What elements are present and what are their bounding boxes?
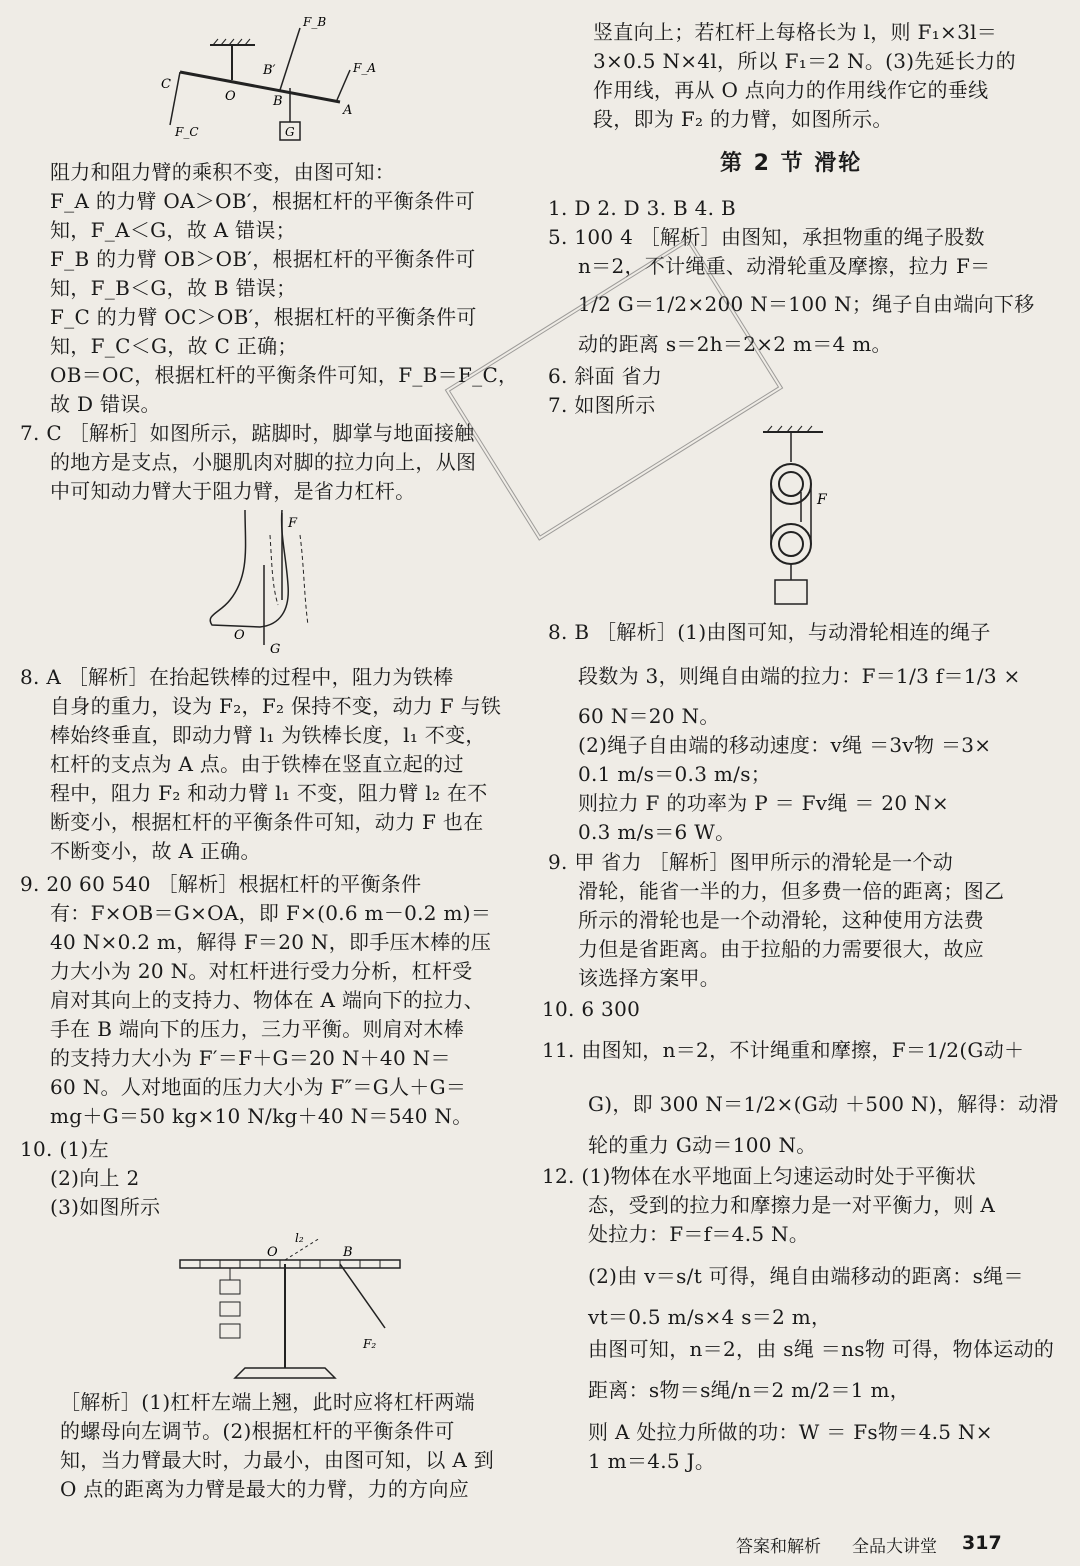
- label-B: B: [273, 94, 283, 109]
- footer-left: 答案和解析: [736, 1537, 821, 1557]
- label-O: O: [225, 89, 236, 104]
- answer-5: 5. 100 4 ［解析］由图知，承担物重的绳子股数: [548, 225, 985, 249]
- answer-8: 8. B ［解析］(1)由图可知，与动滑轮相连的绳子: [548, 620, 991, 644]
- text-line: 段，即为 F₂ 的力臂，如图所示。: [593, 107, 893, 131]
- label-G: G: [270, 642, 281, 655]
- text-line: 杠杆的支点为 A 点。由于铁棒在竖直立起的过: [50, 752, 464, 776]
- label-F: F: [288, 516, 298, 531]
- answer-8: 8. A ［解析］在抬起铁棒的过程中，阻力为铁棒: [20, 665, 454, 689]
- page-number: 317: [962, 1532, 1002, 1554]
- text-line: 滑轮，能省一半的力，但多费一倍的距离；图乙: [578, 879, 1005, 903]
- text-line: 40 N×0.2 m，解得 F＝20 N，即手压木棒的压: [50, 930, 492, 954]
- lever-balance-diagram: [175, 1228, 415, 1383]
- label-l2: l₂: [295, 1231, 304, 1245]
- text-line: 程中，阻力 F₂ 和动力臂 l₁ 不变，阻力臂 l₂ 在不: [50, 781, 488, 805]
- text-line: (2)向上 2: [50, 1166, 140, 1190]
- text-line: 0.1 m/s＝0.3 m/s；: [578, 762, 772, 786]
- text-line: (2)绳子自由端的移动速度：v绳 ＝3v物 ＝3×: [578, 733, 992, 757]
- text-line: 有：F×OB＝G×OA，即 F×(0.6 m－0.2 m)＝: [50, 901, 492, 925]
- text-line: 肩对其向上的支持力、物体在 A 端向下的拉力、: [50, 988, 485, 1012]
- text-line: ［解析］(1)杠杆左端上翘，此时应将杠杆两端: [60, 1390, 475, 1414]
- section-title: 第 2 节 滑轮: [720, 151, 863, 176]
- text-line: 0.3 m/s＝6 W。: [578, 820, 736, 844]
- text-line: 力但是省距离。由于拉船的力需要很大，故应: [578, 937, 984, 961]
- text-line: mg＋G＝50 kg×10 N/kg＋40 N＝540 N。: [50, 1104, 473, 1128]
- text-line: 则 A 处拉力所做的功：W ＝ Fs物＝4.5 N×: [588, 1420, 993, 1444]
- text-line: 断变小，根据杠杆的平衡条件可知，动力 F 也在: [50, 810, 484, 834]
- text-line: (2)由 v＝s/t 可得，绳自由端移动的距离：s绳＝: [588, 1264, 1024, 1288]
- text-line: 该选择方案甲。: [578, 966, 721, 990]
- text-line: vt＝0.5 m/s×4 s＝2 m，: [588, 1305, 832, 1329]
- text-line: 的地方是支点，小腿肌肉对脚的拉力向上，从图: [50, 450, 477, 474]
- answer-11: 11. 由图知，n＝2，不计绳重和摩擦，F＝1/2(G动＋: [542, 1038, 1025, 1062]
- answers-1-4: 1. D 2. D 3. B 4. B: [548, 196, 736, 220]
- text-line: 知，F_C＜G，故 C 正确；: [50, 334, 298, 358]
- text-line: 则拉力 F 的功率为 P ＝ Fv绳 ＝ 20 N×: [578, 791, 949, 815]
- stamp: [445, 237, 784, 541]
- text-line: 的螺母向左调节。(2)根据杠杆的平衡条件可: [60, 1419, 455, 1443]
- text-line: 故 D 错误。: [50, 392, 161, 416]
- text-line: n＝2，不计绳重、动滑轮重及摩擦，拉力 F＝: [578, 254, 991, 278]
- text-line: O 点的距离为力臂是最大的力臂，力的方向应: [60, 1477, 470, 1501]
- text-line: 处拉力：F＝f＝4.5 N。: [588, 1222, 810, 1246]
- text-line: 轮的重力 G动＝100 N。: [588, 1133, 817, 1157]
- answer-7: 7. C ［解析］如图所示，踮脚时，脚掌与地面接触: [20, 421, 475, 445]
- foot-diagram: [200, 505, 340, 655]
- text-line: 不断变小，故 A 正确。: [50, 839, 261, 863]
- text-line: 态，受到的拉力和摩擦力是一对平衡力，则 A: [588, 1193, 996, 1217]
- text-line: 知，当力臂最大时，力最小，由图可知，以 A 到: [60, 1448, 495, 1472]
- text-line: F_A 的力臂 OA＞OB′，根据杠杆的平衡条件可: [50, 189, 476, 213]
- label-C: C: [161, 77, 171, 92]
- text-line: 棒始终垂直，即动力臂 l₁ 为铁棒长度，l₁ 不变，: [50, 723, 486, 747]
- answer-12: 12. (1)物体在水平地面上匀速运动时处于平衡状: [542, 1164, 976, 1188]
- text-line: 段数为 3，则绳自由端的拉力：F＝1/3 f＝1/3 ×: [578, 664, 1021, 688]
- text-line: 作用线，再从 O 点向力的作用线作它的垂线: [593, 78, 989, 102]
- text-line: G)，即 300 N＝1/2×(G动 ＋500 N)，解得：动滑: [588, 1092, 1059, 1116]
- text-line: 60 N＝20 N。: [578, 704, 720, 728]
- text-line: 竖直向上；若杠杆上每格长为 l，则 F₁×3l＝: [593, 20, 998, 44]
- answer-10: 10. 6 300: [542, 997, 641, 1021]
- text-line: F_C 的力臂 OC＞OB′，根据杠杆的平衡条件可: [50, 305, 477, 329]
- label-B-prime: B′: [263, 63, 276, 78]
- text-line: 60 N。人对地面的压力大小为 F″＝G人＋G＝: [50, 1075, 467, 1099]
- text-line: 知，F_A＜G，故 A 错误；: [50, 218, 296, 242]
- text-line: 知，F_B＜G，故 B 错误；: [50, 276, 297, 300]
- text-line: 手在 B 端向下的压力，三力平衡。则肩对木棒: [50, 1017, 465, 1041]
- answer-9: 9. 甲 省力 ［解析］图甲所示的滑轮是一个动: [548, 850, 954, 874]
- label-FA: F_A: [353, 61, 376, 75]
- label-FB: F_B: [303, 15, 327, 29]
- text-line: F_B 的力臂 OB＞OB′，根据杠杆的平衡条件可: [50, 247, 476, 271]
- text-line: 由图可知，n＝2，由 s绳 ＝ns物 可得，物体运动的: [588, 1337, 1055, 1361]
- pulley-diagram: [753, 422, 843, 612]
- answer-9: 9. 20 60 540 ［解析］根据杠杆的平衡条件: [20, 872, 422, 896]
- answer-6: 6. 斜面 省力: [548, 364, 663, 388]
- label-O: O: [234, 628, 245, 643]
- label-F: F: [817, 492, 827, 508]
- text-line: 的支持力大小为 F′＝F＋G＝20 N＋40 N＝: [50, 1046, 451, 1070]
- text-line: 所示的滑轮也是一个动滑轮，这种使用方法费: [578, 908, 984, 932]
- text-line: 1 m＝4.5 J。: [588, 1449, 716, 1473]
- text-line: 距离：s物＝s绳/n＝2 m/2＝1 m，: [588, 1378, 911, 1402]
- label-F2: F₂: [363, 1337, 377, 1351]
- text-line: 中可知动力臂大于阻力臂，是省力杠杆。: [50, 479, 416, 503]
- answer-10: 10. (1)左: [20, 1137, 109, 1161]
- text-line: 3×0.5 N×4l，所以 F₁＝2 N。(3)先延长力的: [593, 49, 1016, 73]
- label-A: A: [343, 103, 353, 118]
- text-line: 阻力和阻力臂的乘积不变，由图可知：: [50, 160, 396, 184]
- lever-diagram: [155, 10, 385, 145]
- text-line: 1/2 G＝1/2×200 N＝100 N；绳子自由端向下移: [578, 292, 1035, 316]
- label-B: B: [343, 1245, 353, 1260]
- text-line: 力大小为 20 N。对杠杆进行受力分析，杠杆受: [50, 959, 473, 983]
- text-line: 动的距离 s＝2h＝2×2 m＝4 m。: [578, 332, 892, 356]
- answer-7: 7. 如图所示: [548, 393, 656, 417]
- label-O: O: [267, 1245, 278, 1260]
- text-line: (3)如图所示: [50, 1195, 161, 1219]
- text-line: OB＝OC，根据杠杆的平衡条件可知，F_B＝F_C，: [50, 363, 519, 387]
- label-FC: F_C: [175, 125, 199, 139]
- footer-right: 全品大讲堂: [852, 1537, 937, 1557]
- text-line: 自身的重力，设为 F₂，F₂ 保持不变，动力 F 与铁: [50, 694, 502, 718]
- label-G: G: [285, 125, 295, 139]
